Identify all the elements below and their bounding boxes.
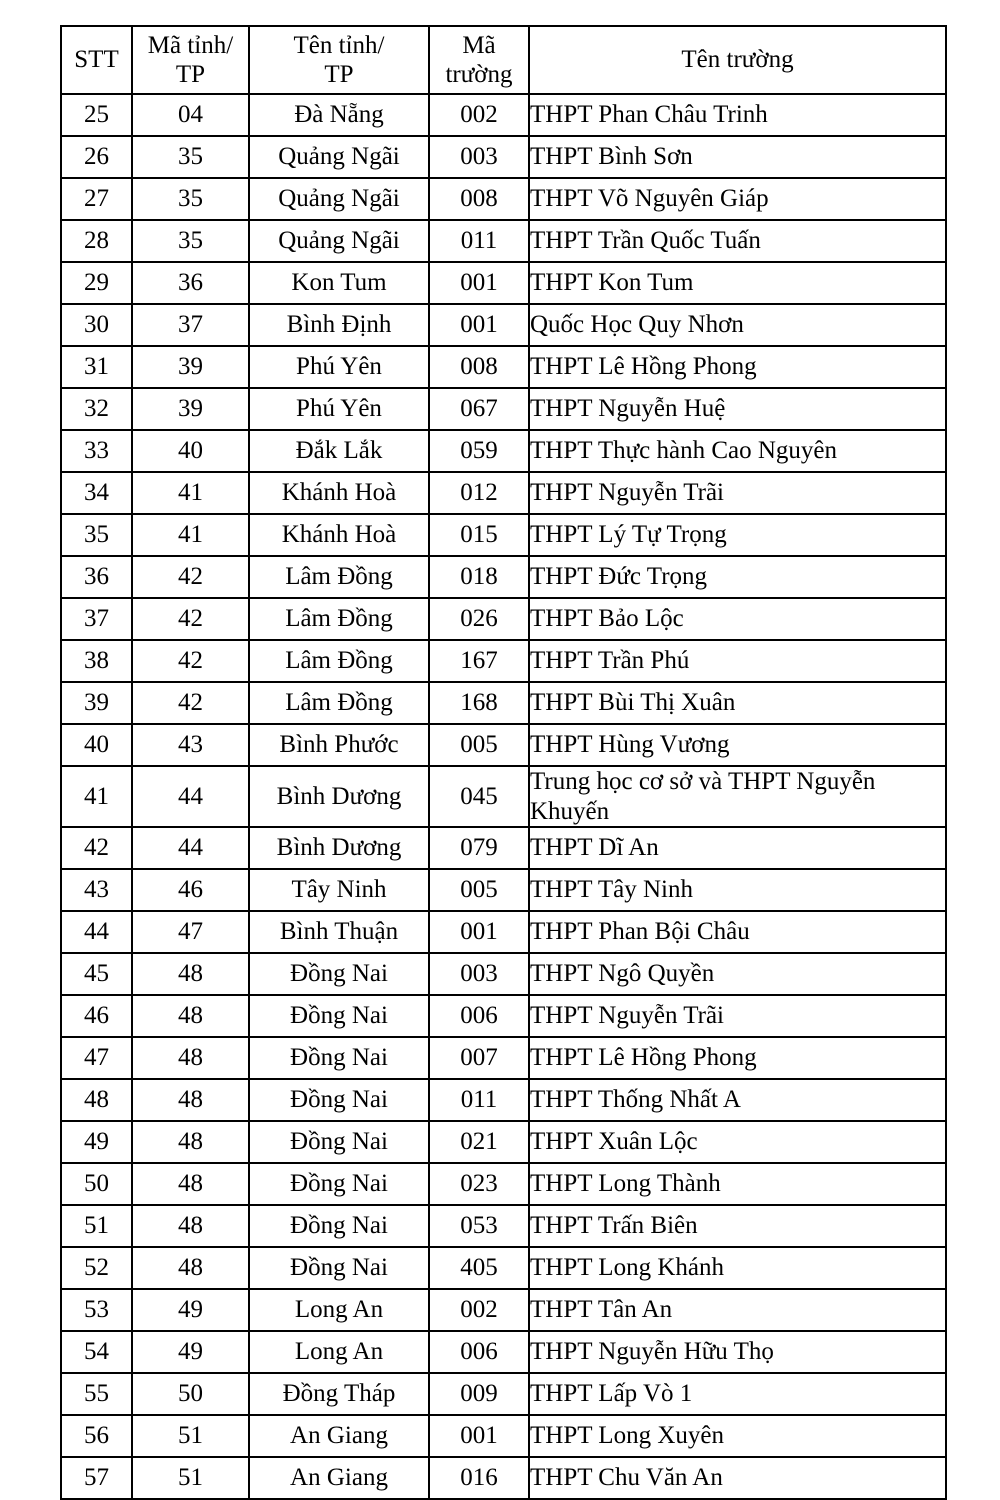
cell-ten_truong: THPT Dĩ An [529, 827, 946, 869]
table-row [61, 724, 946, 766]
cell-ten_tinh: Quảng Ngãi [249, 220, 429, 262]
cell-stt: 52 [61, 1247, 132, 1289]
cell-ten_tinh: Bình Dương [249, 827, 429, 869]
cell-ma_tinh: 48 [132, 1121, 249, 1163]
column-header-ma_truong-line-1: trường [445, 61, 513, 88]
cell-ten_tinh: Lâm Đồng [249, 682, 429, 724]
column-header-ma_truong-line-0: Mã [462, 31, 496, 59]
table-row [61, 1415, 946, 1457]
cell-ten_truong: THPT Lê Hồng Phong [529, 346, 946, 388]
cell-ten_tinh: Bình Dương [249, 766, 429, 827]
cell-ten_truong: THPT Bùi Thị Xuân [529, 682, 946, 724]
cell-ma_tinh: 49 [132, 1289, 249, 1331]
cell-ten_truong: THPT Lý Tự Trọng [529, 514, 946, 556]
table-row [61, 346, 946, 388]
cell-ma_truong: 006 [429, 1331, 529, 1373]
cell-ten_truong: THPT Lê Hồng Phong [529, 1037, 946, 1079]
cell-ma_truong: 018 [429, 556, 529, 598]
table-row [61, 1079, 946, 1121]
cell-ten_truong: THPT Thống Nhất A [529, 1079, 946, 1121]
table-row [61, 953, 946, 995]
table-row [61, 430, 946, 472]
cell-stt: 49 [61, 1121, 132, 1163]
cell-ma_tinh: 49 [132, 1331, 249, 1373]
column-header-stt [61, 26, 132, 94]
cell-stt: 35 [61, 514, 132, 556]
table-row [61, 1121, 946, 1163]
cell-ma_tinh: 48 [132, 1037, 249, 1079]
cell-ma_tinh: 51 [132, 1415, 249, 1457]
table-row [61, 766, 946, 827]
cell-stt: 45 [61, 953, 132, 995]
cell-ten_truong: Quốc Học Quy Nhơn [529, 304, 946, 346]
cell-stt: 38 [61, 640, 132, 682]
cell-ten_tinh: Long An [249, 1289, 429, 1331]
cell-stt: 50 [61, 1163, 132, 1205]
cell-ten_tinh: Khánh Hoà [249, 514, 429, 556]
cell-stt: 53 [61, 1289, 132, 1331]
cell-ten_truong: THPT Trấn Biên [529, 1205, 946, 1247]
cell-ten_tinh: Quảng Ngãi [249, 136, 429, 178]
cell-ma_truong: 005 [429, 724, 529, 766]
column-header-ma_tinh [132, 26, 249, 94]
cell-stt: 39 [61, 682, 132, 724]
column-header-stt-line-0: STT [74, 46, 119, 74]
table-row [61, 911, 946, 953]
cell-ten_truong: THPT Tân An [529, 1289, 946, 1331]
cell-stt: 37 [61, 598, 132, 640]
cell-ma_truong: 007 [429, 1037, 529, 1079]
cell-ten_truong: THPT Nguyễn Trãi [529, 995, 946, 1037]
cell-stt: 34 [61, 472, 132, 514]
cell-ma_truong: 002 [429, 94, 529, 136]
cell-ma_truong: 008 [429, 346, 529, 388]
table-row [61, 220, 946, 262]
cell-ma_truong: 011 [429, 1079, 529, 1121]
cell-stt: 41 [61, 766, 132, 827]
table-row [61, 1289, 946, 1331]
cell-ma_truong: 001 [429, 1415, 529, 1457]
cell-ten_truong: THPT Trần Phú [529, 640, 946, 682]
cell-ma_truong: 053 [429, 1205, 529, 1247]
cell-stt: 31 [61, 346, 132, 388]
table-row [61, 1037, 946, 1079]
cell-ten_tinh: Long An [249, 1331, 429, 1373]
cell-ten_tinh: Đồng Tháp [249, 1373, 429, 1415]
cell-ma_truong: 011 [429, 220, 529, 262]
cell-ma_truong: 012 [429, 472, 529, 514]
column-header-ma_tinh-line-0: Mã tỉnh/ [147, 31, 234, 59]
cell-stt: 51 [61, 1205, 132, 1247]
cell-ma_tinh: 44 [132, 827, 249, 869]
table-row [61, 1205, 946, 1247]
cell-ten_tinh: Bình Định [249, 304, 429, 346]
table-row [61, 178, 946, 220]
cell-ten_tinh: An Giang [249, 1457, 429, 1499]
cell-stt: 57 [61, 1457, 132, 1499]
cell-ten_tinh: Đồng Nai [249, 1247, 429, 1289]
cell-ten_truong: THPT Long Xuyên [529, 1415, 946, 1457]
table-row [61, 304, 946, 346]
cell-stt: 27 [61, 178, 132, 220]
cell-ten_truong: THPT Ngô Quyền [529, 953, 946, 995]
cell-ten_tinh: Kon Tum [249, 262, 429, 304]
cell-ten_truong: THPT Chu Văn An [529, 1457, 946, 1499]
table-row [61, 94, 946, 136]
cell-ma_truong: 059 [429, 430, 529, 472]
table-body [61, 94, 946, 1499]
cell-stt: 46 [61, 995, 132, 1037]
cell-ma_truong: 009 [429, 1373, 529, 1415]
table-row [61, 682, 946, 724]
cell-ma_tinh: 42 [132, 682, 249, 724]
cell-ma_tinh: 48 [132, 1079, 249, 1121]
cell-ten_truong: THPT Đức Trọng [529, 556, 946, 598]
cell-ma_truong: 067 [429, 388, 529, 430]
cell-ma_tinh: 37 [132, 304, 249, 346]
table-row [61, 1331, 946, 1373]
cell-ten_tinh: Đồng Nai [249, 1037, 429, 1079]
cell-ten_tinh: Lâm Đồng [249, 556, 429, 598]
cell-ten_tinh: Đồng Nai [249, 953, 429, 995]
cell-ten_truong: THPT Bảo Lộc [529, 598, 946, 640]
cell-ten_tinh: Đồng Nai [249, 995, 429, 1037]
cell-ten_tinh: Lâm Đồng [249, 640, 429, 682]
cell-ten_tinh: Đắk Lắk [249, 430, 429, 472]
table-row [61, 827, 946, 869]
cell-ten_tinh: Khánh Hoà [249, 472, 429, 514]
cell-stt: 44 [61, 911, 132, 953]
cell-ma_tinh: 42 [132, 556, 249, 598]
cell-stt: 33 [61, 430, 132, 472]
cell-ma_truong: 045 [429, 766, 529, 827]
cell-ma_tinh: 48 [132, 995, 249, 1037]
cell-ten_truong: THPT Nguyễn Trãi [529, 472, 946, 514]
cell-stt: 26 [61, 136, 132, 178]
cell-ten_truong: THPT Hùng Vương [529, 724, 946, 766]
cell-stt: 55 [61, 1373, 132, 1415]
cell-stt: 25 [61, 94, 132, 136]
cell-stt: 54 [61, 1331, 132, 1373]
cell-ten_tinh: Bình Thuận [249, 911, 429, 953]
cell-ten_truong: THPT Bình Sơn [529, 136, 946, 178]
cell-stt: 48 [61, 1079, 132, 1121]
cell-ten_tinh: An Giang [249, 1415, 429, 1457]
cell-ma_truong: 168 [429, 682, 529, 724]
cell-ma_tinh: 43 [132, 724, 249, 766]
table-row [61, 388, 946, 430]
cell-ten_truong: THPT Xuân Lộc [529, 1121, 946, 1163]
cell-ma_tinh: 42 [132, 598, 249, 640]
table-header [61, 26, 946, 94]
cell-ma_truong: 015 [429, 514, 529, 556]
header-row [61, 26, 946, 94]
table-row [61, 640, 946, 682]
table-row [61, 598, 946, 640]
table-row [61, 556, 946, 598]
cell-ten_truong: THPT Long Thành [529, 1163, 946, 1205]
cell-ten_tinh: Đồng Nai [249, 1205, 429, 1247]
cell-ten_tinh: Lâm Đồng [249, 598, 429, 640]
cell-ma_truong: 005 [429, 869, 529, 911]
cell-ma_tinh: 48 [132, 1247, 249, 1289]
cell-ten_truong: THPT Nguyễn Huệ [529, 388, 946, 430]
cell-ma_truong: 002 [429, 1289, 529, 1331]
cell-ten_tinh: Đà Nẵng [249, 94, 429, 136]
column-header-ten_truong [529, 26, 946, 94]
cell-stt: 30 [61, 304, 132, 346]
cell-ma_tinh: 47 [132, 911, 249, 953]
cell-ma_tinh: 46 [132, 869, 249, 911]
school-list-table [60, 25, 947, 1500]
cell-ma_truong: 026 [429, 598, 529, 640]
cell-ten_truong: THPT Kon Tum [529, 262, 946, 304]
column-header-ma_truong [429, 26, 529, 94]
cell-ten_tinh: Đồng Nai [249, 1163, 429, 1205]
cell-ma_tinh: 04 [132, 94, 249, 136]
cell-ma_tinh: 51 [132, 1457, 249, 1499]
cell-ma_tinh: 41 [132, 472, 249, 514]
cell-stt: 32 [61, 388, 132, 430]
cell-stt: 28 [61, 220, 132, 262]
cell-ten_truong: Trung học cơ sở và THPT Nguyễn Khuyến [529, 766, 946, 827]
cell-ten_truong: THPT Lấp Vò 1 [529, 1373, 946, 1415]
cell-ma_truong: 079 [429, 827, 529, 869]
cell-stt: 42 [61, 827, 132, 869]
table-row [61, 514, 946, 556]
cell-ma_tinh: 40 [132, 430, 249, 472]
table-row [61, 1457, 946, 1499]
column-header-ma_tinh-line-1: TP [175, 61, 206, 88]
cell-ten_truong: THPT Phan Châu Trinh [529, 94, 946, 136]
cell-ma_tinh: 48 [132, 1205, 249, 1247]
cell-ma_truong: 167 [429, 640, 529, 682]
table-row [61, 869, 946, 911]
cell-ma_tinh: 36 [132, 262, 249, 304]
cell-ten_tinh: Bình Phước [249, 724, 429, 766]
cell-ma_tinh: 41 [132, 514, 249, 556]
table-row [61, 995, 946, 1037]
cell-ten_tinh: Đồng Nai [249, 1079, 429, 1121]
cell-ten_truong: THPT Tây Ninh [529, 869, 946, 911]
cell-ten_tinh: Phú Yên [249, 388, 429, 430]
cell-ma_truong: 003 [429, 136, 529, 178]
cell-stt: 40 [61, 724, 132, 766]
table-row [61, 262, 946, 304]
cell-ma_truong: 003 [429, 953, 529, 995]
cell-ten_truong: THPT Thực hành Cao Nguyên [529, 430, 946, 472]
cell-ma_tinh: 48 [132, 1163, 249, 1205]
cell-ten_tinh: Phú Yên [249, 346, 429, 388]
table-row [61, 1373, 946, 1415]
cell-stt: 47 [61, 1037, 132, 1079]
cell-ten_tinh: Tây Ninh [249, 869, 429, 911]
cell-ma_truong: 405 [429, 1247, 529, 1289]
document-page [60, 25, 945, 1500]
table-row [61, 1247, 946, 1289]
column-header-ten_truong-line-0: Tên trường [681, 46, 794, 74]
cell-stt: 56 [61, 1415, 132, 1457]
cell-ma_truong: 016 [429, 1457, 529, 1499]
cell-ten_truong: THPT Võ Nguyên Giáp [529, 178, 946, 220]
cell-stt: 36 [61, 556, 132, 598]
cell-ten_truong: THPT Phan Bội Châu [529, 911, 946, 953]
cell-ma_truong: 023 [429, 1163, 529, 1205]
cell-ma_tinh: 48 [132, 953, 249, 995]
column-header-ten_tinh-line-0: Tên tỉnh/ [293, 31, 385, 59]
column-header-ten_tinh-line-1: TP [324, 61, 354, 88]
cell-stt: 43 [61, 869, 132, 911]
cell-ma_tinh: 35 [132, 220, 249, 262]
cell-ma_tinh: 35 [132, 178, 249, 220]
cell-ten_tinh: Đồng Nai [249, 1121, 429, 1163]
table-row [61, 136, 946, 178]
cell-ma_tinh: 39 [132, 388, 249, 430]
column-header-ten_tinh [249, 26, 429, 94]
cell-ten_truong: THPT Nguyễn Hữu Thọ [529, 1331, 946, 1373]
cell-ten_truong: THPT Trần Quốc Tuấn [529, 220, 946, 262]
cell-ma_tinh: 44 [132, 766, 249, 827]
cell-ten_truong: THPT Long Khánh [529, 1247, 946, 1289]
cell-ten_tinh: Quảng Ngãi [249, 178, 429, 220]
table-row [61, 1163, 946, 1205]
cell-ma_tinh: 35 [132, 136, 249, 178]
cell-ma_tinh: 39 [132, 346, 249, 388]
cell-ma_tinh: 42 [132, 640, 249, 682]
cell-ma_truong: 001 [429, 304, 529, 346]
cell-ma_truong: 001 [429, 262, 529, 304]
cell-ma_truong: 021 [429, 1121, 529, 1163]
cell-ma_tinh: 50 [132, 1373, 249, 1415]
cell-ma_truong: 006 [429, 995, 529, 1037]
cell-stt: 29 [61, 262, 132, 304]
cell-ma_truong: 001 [429, 911, 529, 953]
cell-ma_truong: 008 [429, 178, 529, 220]
table-row [61, 472, 946, 514]
